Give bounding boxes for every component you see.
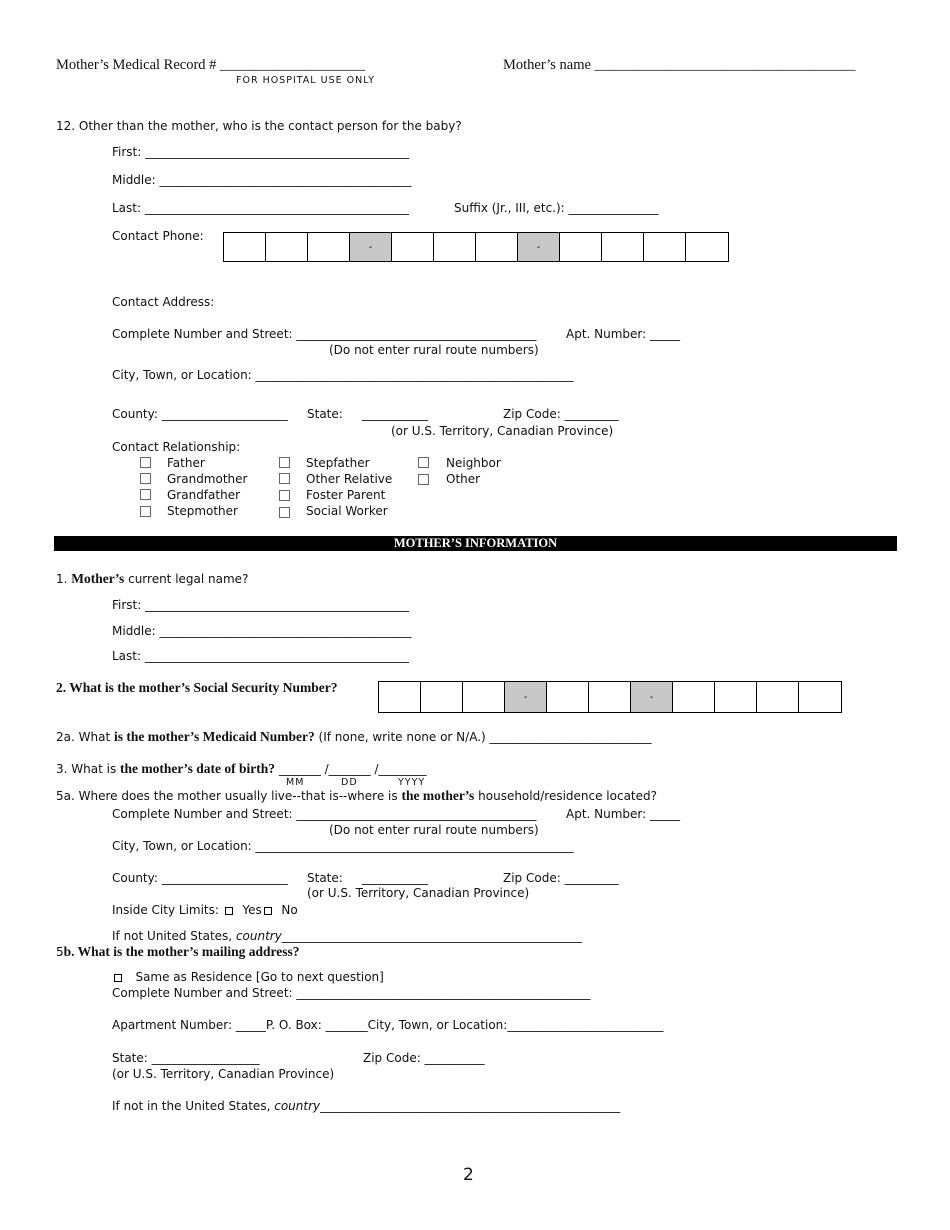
contact-zip-field[interactable]: Zip Code: _________ bbox=[503, 407, 619, 421]
checkbox-stepfather[interactable] bbox=[279, 457, 290, 468]
city-limits-yes: Yes bbox=[242, 903, 262, 917]
option-stepmother: Stepmother bbox=[167, 504, 238, 518]
ssn-digit-box[interactable] bbox=[673, 682, 715, 712]
mother-name-field[interactable]: Mother’s name ____________________________________ bbox=[503, 57, 856, 73]
ssn-digit-box[interactable] bbox=[547, 682, 589, 712]
q2a-medicaid-question[interactable] bbox=[56, 729, 652, 745]
residence-state-label: State: bbox=[307, 871, 343, 885]
ssn-digit-box[interactable] bbox=[463, 682, 505, 712]
contact-middle-field[interactable]: Middle: __________________________________________ bbox=[112, 173, 412, 187]
city-limits-label: Inside City Limits: bbox=[112, 903, 219, 917]
hospital-use-caption: FOR HOSPITAL USE ONLY bbox=[236, 75, 376, 86]
phone-separator: - bbox=[518, 233, 560, 261]
ssn-digit-box[interactable] bbox=[757, 682, 799, 712]
q3-dob-question[interactable] bbox=[56, 761, 427, 777]
option-foster-parent: Foster Parent bbox=[306, 488, 386, 502]
mother-last-field[interactable]: Last: ____________________________________________ bbox=[112, 649, 409, 663]
ssn-separator: - bbox=[631, 682, 673, 712]
q2a-pre: 2a. What bbox=[56, 730, 111, 744]
option-social-worker: Social Worker bbox=[306, 504, 388, 518]
q5a-bold: the mother’s bbox=[401, 788, 475, 803]
mother-middle-field[interactable]: Middle: __________________________________________ bbox=[112, 624, 412, 638]
ssn-digit-box[interactable] bbox=[379, 682, 421, 712]
q1-bold: Mother’s bbox=[71, 571, 125, 586]
phone-separator: - bbox=[350, 233, 392, 261]
contact-county-field[interactable]: County: _____________________ bbox=[112, 407, 288, 421]
contact-phone-label: Contact Phone: bbox=[112, 229, 204, 243]
residence-rural-note: (Do not enter rural route numbers) bbox=[329, 823, 539, 837]
residence-country-field[interactable] bbox=[112, 928, 582, 944]
contact-relationship-label: Contact Relationship: bbox=[112, 440, 241, 454]
dob-mm-label: MM bbox=[286, 777, 305, 788]
mailing-territory-note: (or U.S. Territory, Canadian Province) bbox=[112, 1067, 335, 1081]
contact-apt-field[interactable]: Apt. Number: _____ bbox=[566, 327, 681, 341]
residence-territory-note: (or U.S. Territory, Canadian Province) bbox=[307, 886, 530, 900]
country-line: __________________________________________________ bbox=[281, 929, 582, 943]
q1-number: 1. bbox=[56, 572, 68, 586]
contact-address-label: Contact Address: bbox=[112, 295, 215, 309]
q5b-number: 5 bbox=[56, 945, 64, 959]
city-limits-no: No bbox=[281, 903, 298, 917]
option-stepfather: Stepfather bbox=[306, 456, 370, 470]
q2a-rest: (If none, write none or N/A.) ___________________________ bbox=[318, 730, 652, 744]
contact-city-field[interactable]: City, Town, or Location: _____________________________________________________ bbox=[112, 368, 574, 382]
contact-last-field[interactable]: Last: ____________________________________________ bbox=[112, 201, 409, 215]
contact-phone-grid[interactable] bbox=[223, 232, 729, 262]
dob-yyyy-label: YYYY bbox=[398, 777, 426, 788]
q5a-pre: 5a. Where does the mother usually live--that is--where is bbox=[56, 789, 398, 803]
contact-first-field[interactable]: First: ____________________________________________ bbox=[112, 145, 410, 159]
mailing-zip-field[interactable]: Zip Code: __________ bbox=[363, 1051, 485, 1065]
contact-territory-note: (or U.S. Territory, Canadian Province) bbox=[391, 424, 614, 438]
residence-street-field[interactable]: Complete Number and Street: ________________________________________ bbox=[112, 807, 537, 821]
option-neighbor: Neighbor bbox=[446, 456, 501, 470]
same-as-residence-row[interactable] bbox=[112, 969, 384, 985]
q2-ssn-question bbox=[56, 680, 337, 696]
q12-contact-question: 12. Other than the mother, who is the contact person for the baby? bbox=[56, 119, 462, 133]
contact-suffix-field[interactable]: Suffix (Jr., III, etc.): _______________ bbox=[454, 201, 659, 215]
q3-pre: 3. What is bbox=[56, 762, 117, 776]
phone-digit-box[interactable] bbox=[434, 233, 476, 261]
country-pre: If not United States, bbox=[112, 929, 233, 943]
q3-bold: the mother’s date of birth? bbox=[120, 761, 275, 776]
dob-dd-label: DD bbox=[341, 777, 358, 788]
medical-record-field[interactable]: Mother’s Medical Record # ____________________ bbox=[56, 57, 366, 73]
q5a-residence-question bbox=[56, 788, 657, 804]
option-father: Father bbox=[167, 456, 205, 470]
ssn-digit-box[interactable] bbox=[421, 682, 463, 712]
q3-rest: _______ /_______ /________ bbox=[278, 762, 427, 776]
ssn-grid[interactable] bbox=[378, 681, 842, 713]
checkbox-other[interactable] bbox=[418, 474, 429, 485]
phone-digit-box[interactable] bbox=[476, 233, 518, 261]
phone-digit-box[interactable] bbox=[308, 233, 350, 261]
residence-apt-field[interactable]: Apt. Number: _____ bbox=[566, 807, 681, 821]
checkbox-grandfather[interactable] bbox=[140, 489, 151, 500]
residence-zip-field[interactable]: Zip Code: _________ bbox=[503, 871, 619, 885]
same-as-residence-checkbox[interactable] bbox=[114, 974, 122, 982]
q5b-bold: b. What is the mother’s mailing address? bbox=[63, 944, 300, 959]
same-as-residence-label: Same as Residence [Go to next question] bbox=[135, 970, 384, 984]
residence-city-field[interactable]: City, Town, or Location: _____________________________________________________ bbox=[112, 839, 574, 853]
checkbox-neighbor[interactable] bbox=[418, 457, 429, 468]
phone-digit-box[interactable] bbox=[392, 233, 434, 261]
residence-county-field[interactable]: County: _____________________ bbox=[112, 871, 288, 885]
option-grandmother: Grandmother bbox=[167, 472, 248, 486]
option-other-relative: Other Relative bbox=[306, 472, 393, 486]
phone-digit-box[interactable] bbox=[602, 233, 644, 261]
ssn-digit-box[interactable] bbox=[715, 682, 757, 712]
mothers-information-header: MOTHER’S INFORMATION bbox=[54, 536, 897, 551]
mailing-state-field[interactable]: State: __________________ bbox=[112, 1051, 260, 1065]
country-italic: country bbox=[235, 929, 282, 943]
ssn-separator: - bbox=[505, 682, 547, 712]
option-grandfather: Grandfather bbox=[167, 488, 241, 502]
contact-street-field[interactable]: Complete Number and Street: ________________________________________ bbox=[112, 327, 537, 341]
phone-digit-box[interactable] bbox=[686, 233, 728, 261]
q5a-rest: household/residence located? bbox=[478, 789, 658, 803]
mailing-country-field[interactable] bbox=[112, 1098, 620, 1114]
residence-state-field[interactable]: ___________ bbox=[362, 871, 428, 885]
checkbox-foster-parent[interactable] bbox=[279, 490, 290, 501]
mother-first-field[interactable]: First: ____________________________________________ bbox=[112, 598, 410, 612]
phone-digit-box[interactable] bbox=[644, 233, 686, 261]
contact-state-field[interactable]: ___________ bbox=[362, 407, 428, 421]
phone-digit-box[interactable] bbox=[560, 233, 602, 261]
checkbox-father[interactable] bbox=[140, 457, 151, 468]
mailing-street-field[interactable]: Complete Number and Street: _________________________________________________ bbox=[112, 986, 591, 1000]
ssn-digit-box[interactable] bbox=[589, 682, 631, 712]
checkbox-social-worker[interactable] bbox=[279, 507, 290, 518]
mailing-apt-pobox-city-field[interactable]: Apartment Number: _____P. O. Box: _______City, Town, or Location:__________________________ bbox=[112, 1018, 664, 1032]
phone-digit-box[interactable] bbox=[224, 233, 266, 261]
mail-country-line: __________________________________________________ bbox=[320, 1099, 621, 1113]
q5b-mailing-question bbox=[56, 944, 300, 960]
city-limits-no-checkbox[interactable] bbox=[264, 907, 272, 915]
phone-digit-box[interactable] bbox=[266, 233, 308, 261]
q2a-bold: is the mother’s Medicaid Number? bbox=[113, 729, 315, 744]
option-other: Other bbox=[446, 472, 481, 486]
checkbox-stepmother[interactable] bbox=[140, 506, 151, 517]
checkbox-grandmother[interactable] bbox=[140, 473, 151, 484]
page-number: 2 bbox=[463, 1165, 474, 1185]
q1-mother-name-question bbox=[56, 571, 248, 587]
mail-country-italic: country bbox=[274, 1099, 321, 1113]
city-limits-row bbox=[112, 902, 298, 918]
q1-rest: current legal name? bbox=[128, 572, 249, 586]
contact-state-label: State: bbox=[307, 407, 343, 421]
mail-country-pre: If not in the United States, bbox=[112, 1099, 271, 1113]
checkbox-other-relative[interactable] bbox=[279, 473, 290, 484]
city-limits-yes-checkbox[interactable] bbox=[225, 907, 233, 915]
q2-bold: 2. What is the mother’s Social Security Number? bbox=[56, 680, 338, 695]
contact-rural-note: (Do not enter rural route numbers) bbox=[329, 343, 539, 357]
ssn-digit-box[interactable] bbox=[799, 682, 841, 712]
